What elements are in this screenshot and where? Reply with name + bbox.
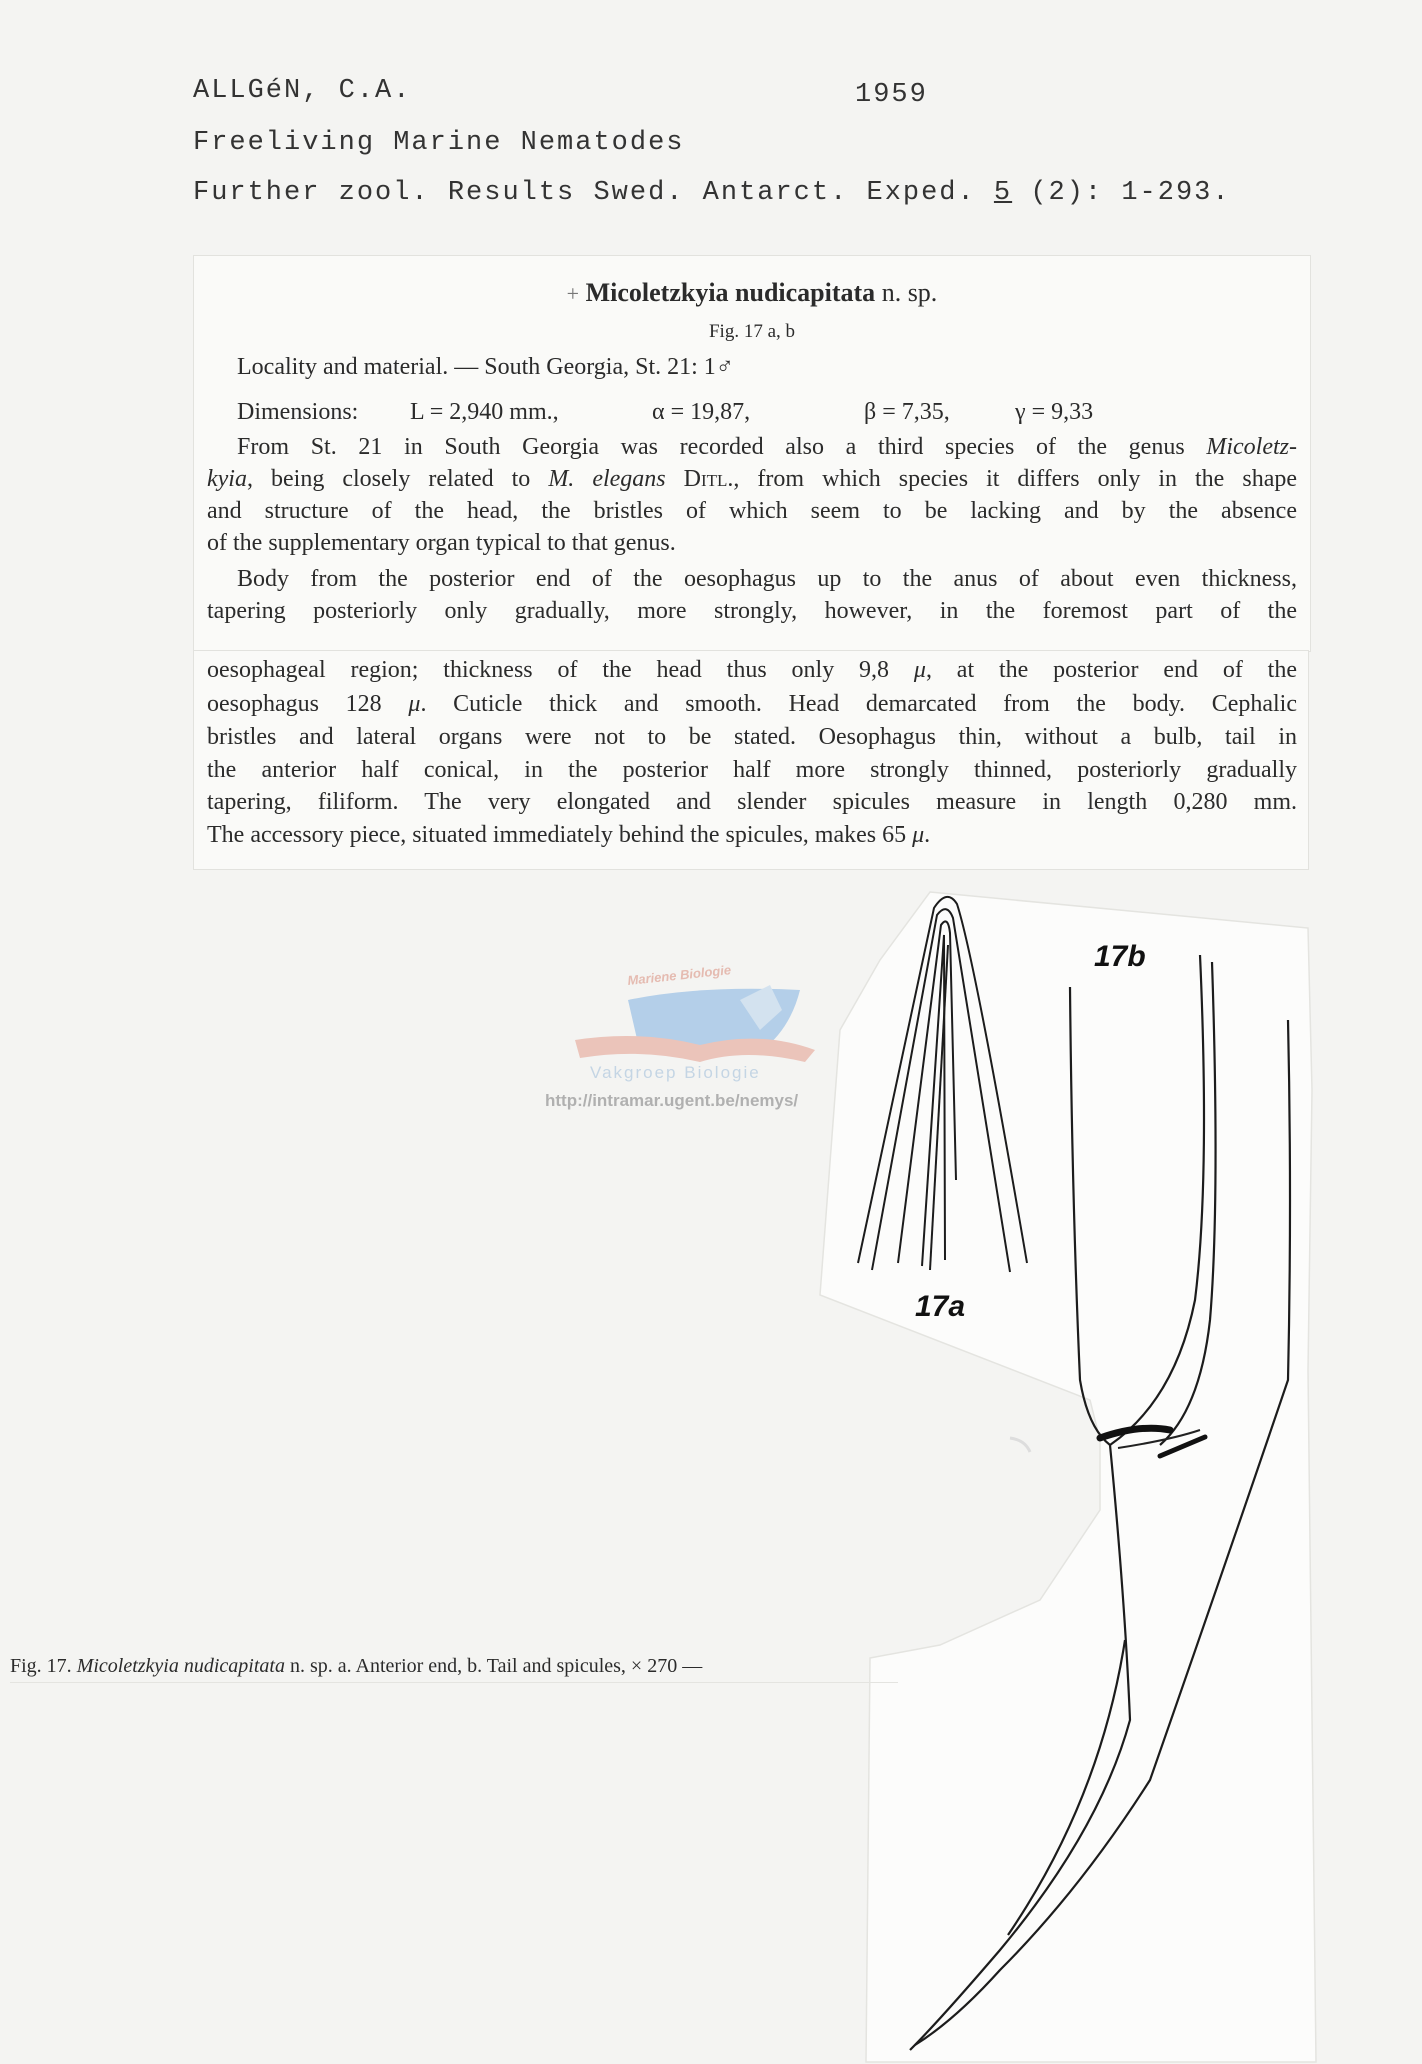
paragraph-1-line-3: and structure of the head, the bristles of which seem to be lacking and by the absence	[207, 498, 1297, 524]
paragraph-1-line-1: From St. 21 in South Georgia was recorded also a third species of the genus Micoletz-	[237, 434, 1297, 460]
year: 1959	[855, 80, 928, 110]
figure-reference: Fig. 17 a, b	[708, 321, 796, 342]
paragraph-1-line-4: of the supplementary organ typical to that genus.	[207, 530, 676, 556]
paragraph-3-line-4: the anterior half conical, in the posterior half more strongly thinned, posteriorly gradually	[207, 757, 1297, 783]
paragraph-3-line-1: oesophageal region; thickness of the head thus only 9,8 μ, at the posterior end of the	[207, 657, 1297, 683]
watermark-logo	[545, 962, 815, 1110]
watermark-url: http://intramar.ugent.be/nemys/	[545, 1091, 799, 1110]
figure-clipping	[820, 892, 1316, 2062]
species-heading: + Micoletzkyia nudicapitata n. sp.	[566, 278, 938, 307]
title-line: Freeliving Marine Nematodes	[193, 128, 685, 158]
paragraph-3-line-3: bristles and lateral organs were not to be stated. Oesophagus thin, without a bulb, tail in	[207, 724, 1297, 750]
paragraph-3-line-6: The accessory piece, situated immediately behind the spicules, makes 65 μ.	[207, 822, 931, 848]
paragraph-3-line-5: tapering, filiform. The very elongated and slender spicules measure in length 0,280 mm.	[207, 789, 1297, 815]
citation-line: Further zool. Results Swed. Antarct. Exped. 5 (2): 1-293.	[193, 178, 1231, 208]
watermark-group-name: Vakgroep Biologie	[590, 1063, 761, 1082]
watermark-arc-text: Mariene Biologie	[626, 962, 732, 988]
paragraph-1-line-2: kyia, being closely related to M. elegans Ditl., from which species it differs only in the shape	[207, 466, 1297, 492]
paragraph-3-line-2: oesophagus 128 μ. Cuticle thick and smooth. Head demarcated from the body. Cephalic	[207, 691, 1298, 717]
author-line: ALLGéN, C.A.	[193, 76, 412, 106]
scan-stain	[1010, 1438, 1030, 1452]
figure-caption: Fig. 17. Micoletzkyia nudicapitata n. sp. a. Anterior end, b. Tail and spicules, × 270 —	[10, 1655, 898, 1683]
paragraph-2-line-2: tapering posteriorly only gradually, more strongly, however, in the foremost part of the	[207, 598, 1297, 624]
label-17b: 17b	[1094, 940, 1146, 973]
paragraph-2-line-1: Body from the posterior end of the oesophagus up to the anus of about even thickness,	[237, 566, 1297, 592]
citation-volume: 5	[993, 178, 1013, 208]
label-17a: 17a	[915, 1290, 966, 1323]
dimensions-line: Dimensions: L = 2,940 mm., α = 19,87, β = 7,35, γ = 9,33	[237, 399, 1094, 425]
locality-line: Locality and material. — South Georgia, St. 21: 1♂	[237, 354, 734, 380]
